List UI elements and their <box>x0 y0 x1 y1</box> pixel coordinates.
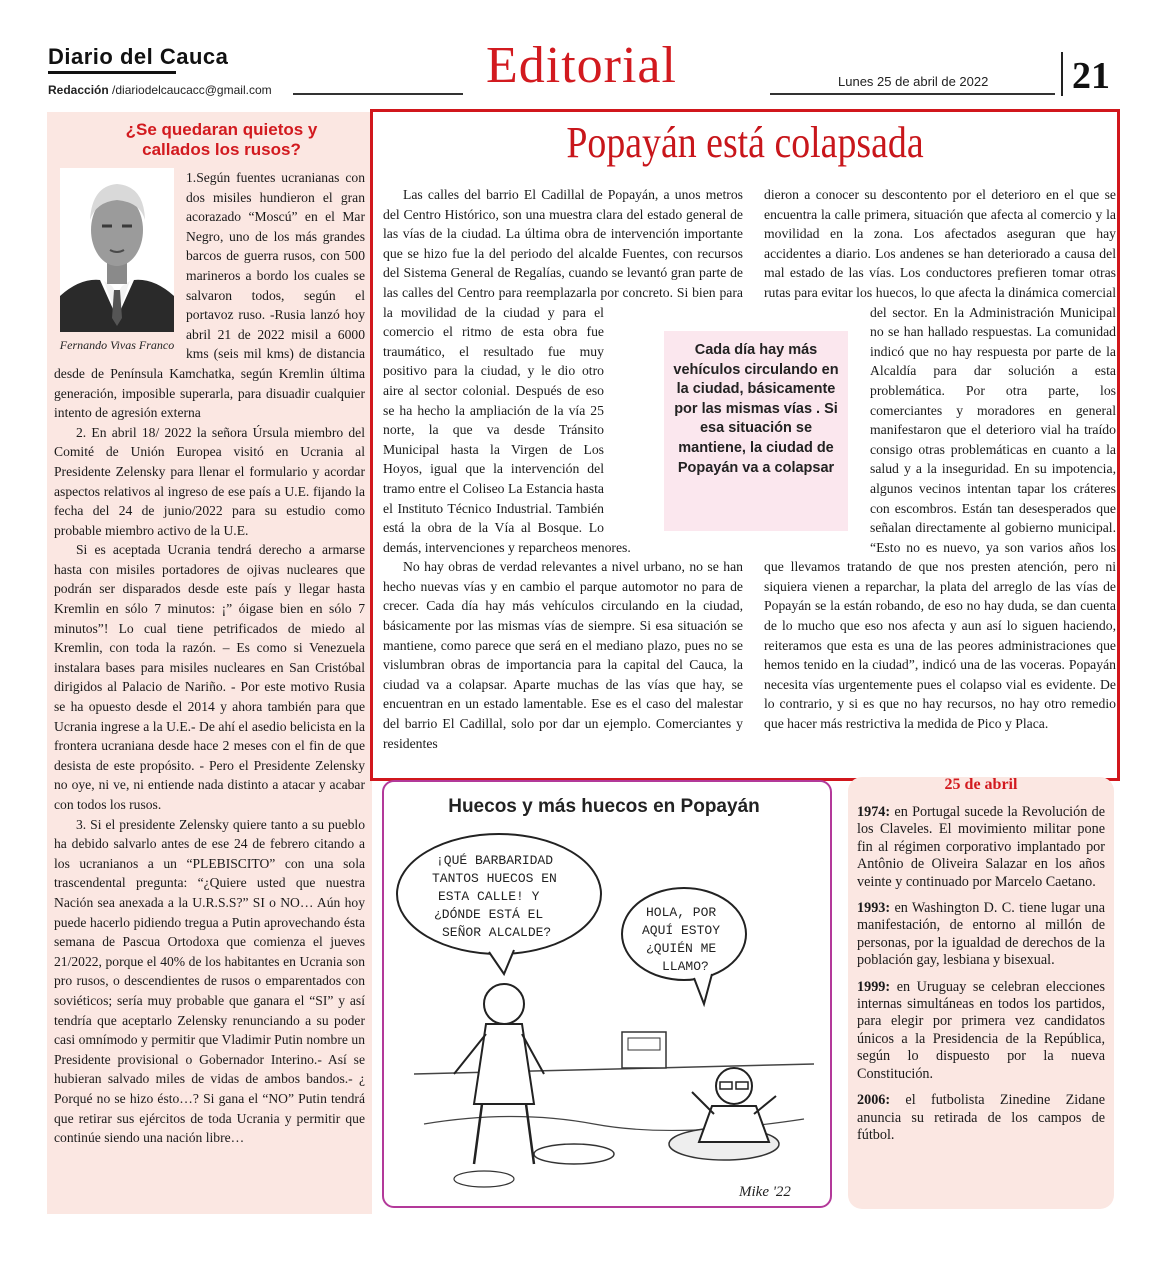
efemeride-year: 1999: <box>857 978 891 995</box>
efemeride-item <box>857 1092 1105 1144</box>
opinion-paragraph: 3. Si el presidente Zelensky quiere tanto a su pueblo ha debido salvarlo antes de ese 24 de febrero citando a los ucranianos a un “PLEBISCITO” con una sola trascendental pregunta: “¿Quiere usted que nuestra Nación sea anexada a la U.R.S.S?” SI o NO… Aún hoy puede hacerlo pidiendo tregua a Putin aprovechando ésta semana de Pascua Ortodoxa que comienza el jueves 21/2022, porque el 40% de los habitantes en Ucrania son pro rusos, o descendientes de rusos o emparentados con soviéticos; sería muy probable que ganara el “SI” y así tendría que aceptarlo Zelensky renunciando a su poder casi omnímodo y permitir que Vladimir Putin nombre un Presidente provisional o Gobernador Interino.- Así se hubieran salvado miles de vidas de ambos bandos.- ¿ Porqué no se hizo ésto…? Si gana el “NO” Putin tendrá que retirar sus ejércitos de toda Ucrania y permitir que continúe siendo una nación libre… <box>54 816 365 1146</box>
efemeride-year: 1993: <box>857 900 891 917</box>
editorial-headline: Popayán está colapsada <box>566 118 924 167</box>
pothole-icon <box>454 1171 514 1187</box>
speech-bubble-1-tail <box>489 950 514 974</box>
efemeride-year: 2006: <box>857 1092 891 1109</box>
opinion-paragraph: Si es aceptada Ucrania tendrá derecho a armarse hasta con misiles portadores de ojivas nucleares que podrán ser disparados desde este país y llegar hasta Kremlin en sólo 7 minutos: ¡” óigase bien en sólo 7 minutos”! Lo cual tiene petrificados de miedo al Kremlin, con toda la razón. – Es como si Venezuela instalara bases para misiles nucleares en San Cristóbal dirigidos al Palacio de Nariño. - Por este motivo Rusia se ha opuesto desde el 2014 y ahora también para que Ucrania ingrese a la U.E.- De ahí el asedio belicista en la frontera ucraniana desde hace 2 meses con el fin de que desista de este propósito. - Pero el Presidente Zelensky no oye, ni ve, ni entiende nada distinto a atacar y acabar con todos los rusos. <box>54 542 365 812</box>
bubble-2-line: HOLA, POR <box>646 905 717 920</box>
speech-bubble-2-tail <box>694 974 712 1004</box>
opinion-paragraph: 1.Según fuentes ucranianas con dos misiles hundieron el gran acorazado “Moscú” en el Mar Negro, uno de los más grandes barcos de guerra rusos, con 500 marineros a bordo los cuales se salvaron todos, según el portavoz ruso. -Rusia lanzó hoy abril 21 de 2022 misil a 6000 kms (seis mil kms) de distancia desde de Península Kamchatka, según Kremlin última generación, imposible superarla, para disuadir cualquier intento de agresión externa <box>54 170 365 421</box>
issue-date: Lunes 25 de abril de 2022 <box>838 74 989 89</box>
man-head-icon <box>484 984 524 1024</box>
header-rule-left <box>293 93 463 95</box>
bubble-1-line: SEÑOR ALCALDE? <box>442 925 552 940</box>
editorial-paragraph: Las calles del barrio El Cadillal de Popayán, a unos metros del Centro Histórico, son una muestra clara del estado general de las vías de la ciudad. La última obra de intervención importante que se hizo fue la del periodo del alcalde Fuentes, con recursos del Sistema General de Regalías, cuando se levantó gran parte de las calles del Centro para reemplazarla por concreto. Si bien para la movilidad de la ciudad y para el comercio el ritmo de esta obra fue traumático, el resultado fue muy positivo para la ciudad, y le dio otro aire al sector colonial. Después de eso se ha hecho la ampliación de la vía 25 norte, la que va desde Tránsito Municipal hasta la Virgen de Los Hoyos, igual que la intervención del tramo entre el Coliseo La Estancia hasta el Instituto Técnico Industrial. También está la obra de la Vía al Bosque. Lo demás, intervenciones y reparcheos menores. <box>383 187 743 555</box>
efemeride-item <box>857 979 1105 1083</box>
opinion-paragraph: 2. En abril 18/ 2022 la señora Úrsula miembro del Comité de Unión Europea visitó en Ucrania al Presidente Zelensky para llenar el formulario y acordar aspectos relativos al ingreso de ese país a U.E. fijando la fecha del 24 de junio/2022 para su estudio como probable miembro activo de la U.E. <box>54 424 365 538</box>
author-photo-box <box>54 168 180 354</box>
header-rule-right <box>770 93 1055 95</box>
author-caption: Fernando Vivas Franco <box>59 338 175 352</box>
bubble-1-line: TANTOS HUECOS EN <box>432 871 557 886</box>
section-title: Editorial <box>486 37 677 94</box>
efemeride-text: en Uruguay se celebran elecciones internas simultáneas en todos los partidos, para elegir por primera vez candidatos únicos a la Presidencia de la República, según lo dispuesto por la nueva Constitución. <box>857 978 1105 1082</box>
efemerides-title: 25 de abril <box>944 777 1018 793</box>
bubble-2-line: ¿QUIÉN ME <box>646 941 717 956</box>
page-number-separator <box>1061 52 1063 96</box>
street-line-icon <box>414 1064 814 1074</box>
cartoon-title: Huecos y más huecos en Popayán <box>448 796 760 817</box>
efemerides-panel <box>848 777 1114 1209</box>
opinion-column <box>47 112 372 1214</box>
bubble-1-line: ESTA CALLE! Y <box>438 889 540 904</box>
editorial-frame <box>370 109 1120 781</box>
opinion-body <box>47 168 372 1148</box>
efemeride-item <box>857 900 1105 970</box>
cartoonist-signature: Mike '22 <box>739 1184 791 1200</box>
redaction-line <box>48 83 272 97</box>
cartoon-panel <box>382 780 832 1208</box>
masthead-logo: Diario del Cauca <box>48 44 229 69</box>
man-body-icon <box>474 1024 534 1104</box>
efemeride-text: en Washington D. C. tiene lugar una manifestación, de entorno al millón de personas, por la igualdad de derechos de la población gay, lesbiana y bisexual. <box>857 900 1106 969</box>
pothole-icon <box>534 1144 614 1164</box>
opinion-title: ¿Se quedaran quietos y callados los rusos? <box>125 120 318 159</box>
man-legs-icon <box>474 1104 534 1164</box>
page-number: 21 <box>1072 55 1110 97</box>
mayor-head-icon <box>716 1068 752 1104</box>
bubble-1-line: ¿DÓNDE ESTÁ EL <box>434 907 544 922</box>
masthead-underline <box>48 71 176 74</box>
pullquote: Cada día hay más vehículos circulando en la ciudad, básicamente por las mismas vías . Si esa situación se mantiene, la ciudad de Popayán va a colapsar <box>664 331 848 531</box>
editorial-paragraph: dieron a conocer su descontento por el deterioro en el que se encuentra la calle primera, situación que afecta al comercio y la movilidad en la zona. Los afectados aseguran que hay accidentes a diario. Los andenes se han deteriorado a causa del mal estado de las vías. Los conductores prefieren tomar otras rutas para evitar los huecos, lo que afecta la dinámica comercial del sector. En la Administración Municipal no se han hallado respuestas. La comunidad indicó que no hay respuesta por parte de la Alcaldía para dar solución a esta problemática. Por otra parte, los comerciantes y moradores en general manifestaron que el deterioro vial ha traído consigo otras problemáticas en cuanto a la salud y a la inseguridad. En su impotencia, algunos vecinos intentan tapar los cráteres con escombros. Están tan desesperados que señalan directamente al gobierno municipal. “Esto no es nuevo, ya son varios años los que llevamos tratando de que nos presten atención, pero ni siquiera vienen a reparchar, la plata del arreglo de las vías de Popayán se la están robando, de eso no hay duda, se dan cuenta de lo mucho que eso nos afecta y aun así lo siguen haciendo, reiteramos que esta es una de las peores administraciones que hemos tenido en la ciudad”, indicó una de las voceras. Popayán necesita vías urgentemente pues el colapso vial es evidente. De lo contrario, y si es que no hay recursos, no hay otro remedio que hacer más restrictiva la medida de Pico y Placa. <box>764 187 1116 732</box>
redaction-email: /diariodelcaucacc@gmail.com <box>112 83 272 97</box>
author-portrait-image <box>60 168 174 332</box>
efemeride-text: el futbolista Zinedine Zidane anuncia su retirada de los campos de fútbol. <box>857 1092 1105 1143</box>
bubble-2-line: LLAMO? <box>662 959 709 974</box>
efemeride-text: en Portugal sucede la Revolución de los Claveles. El movimiento militar pone fin al régimen corporativo implantado por Antônio de Oliveira Salazar en los años veinte y continuado por Marcelo Caetano. <box>857 804 1105 890</box>
efemeride-year: 1974: <box>857 804 891 820</box>
bubble-1-line: ¡QUÉ BARBARIDAD <box>436 853 554 868</box>
cartoon-illustration <box>394 824 824 1204</box>
bubble-2-line: AQUÍ ESTOY <box>642 923 721 938</box>
redaction-label: Redacción <box>48 83 109 97</box>
efemeride-item <box>857 804 1105 891</box>
editorial-paragraph: No hay obras de verdad relevantes a nivel urbano, no se han hecho nuevas vías y en cambio el parque automotor no para de crecer. Cada día hay más vehículos circulando en la ciudad, básicamente por las mismas vías de siempre. Si esa situación se mantiene, como parece que será en el mediano plazo, pues no se vislumbran obras de importancia para la capital del Cauca, la ciudad va a colapsar. Aparte muchas de las vías que hay, se encuentran en un estado lamentable. Ese es el caso del malestar del barrio El Cadillal, solo por dar un ejemplo. Comerciantes y residentes <box>383 559 743 751</box>
